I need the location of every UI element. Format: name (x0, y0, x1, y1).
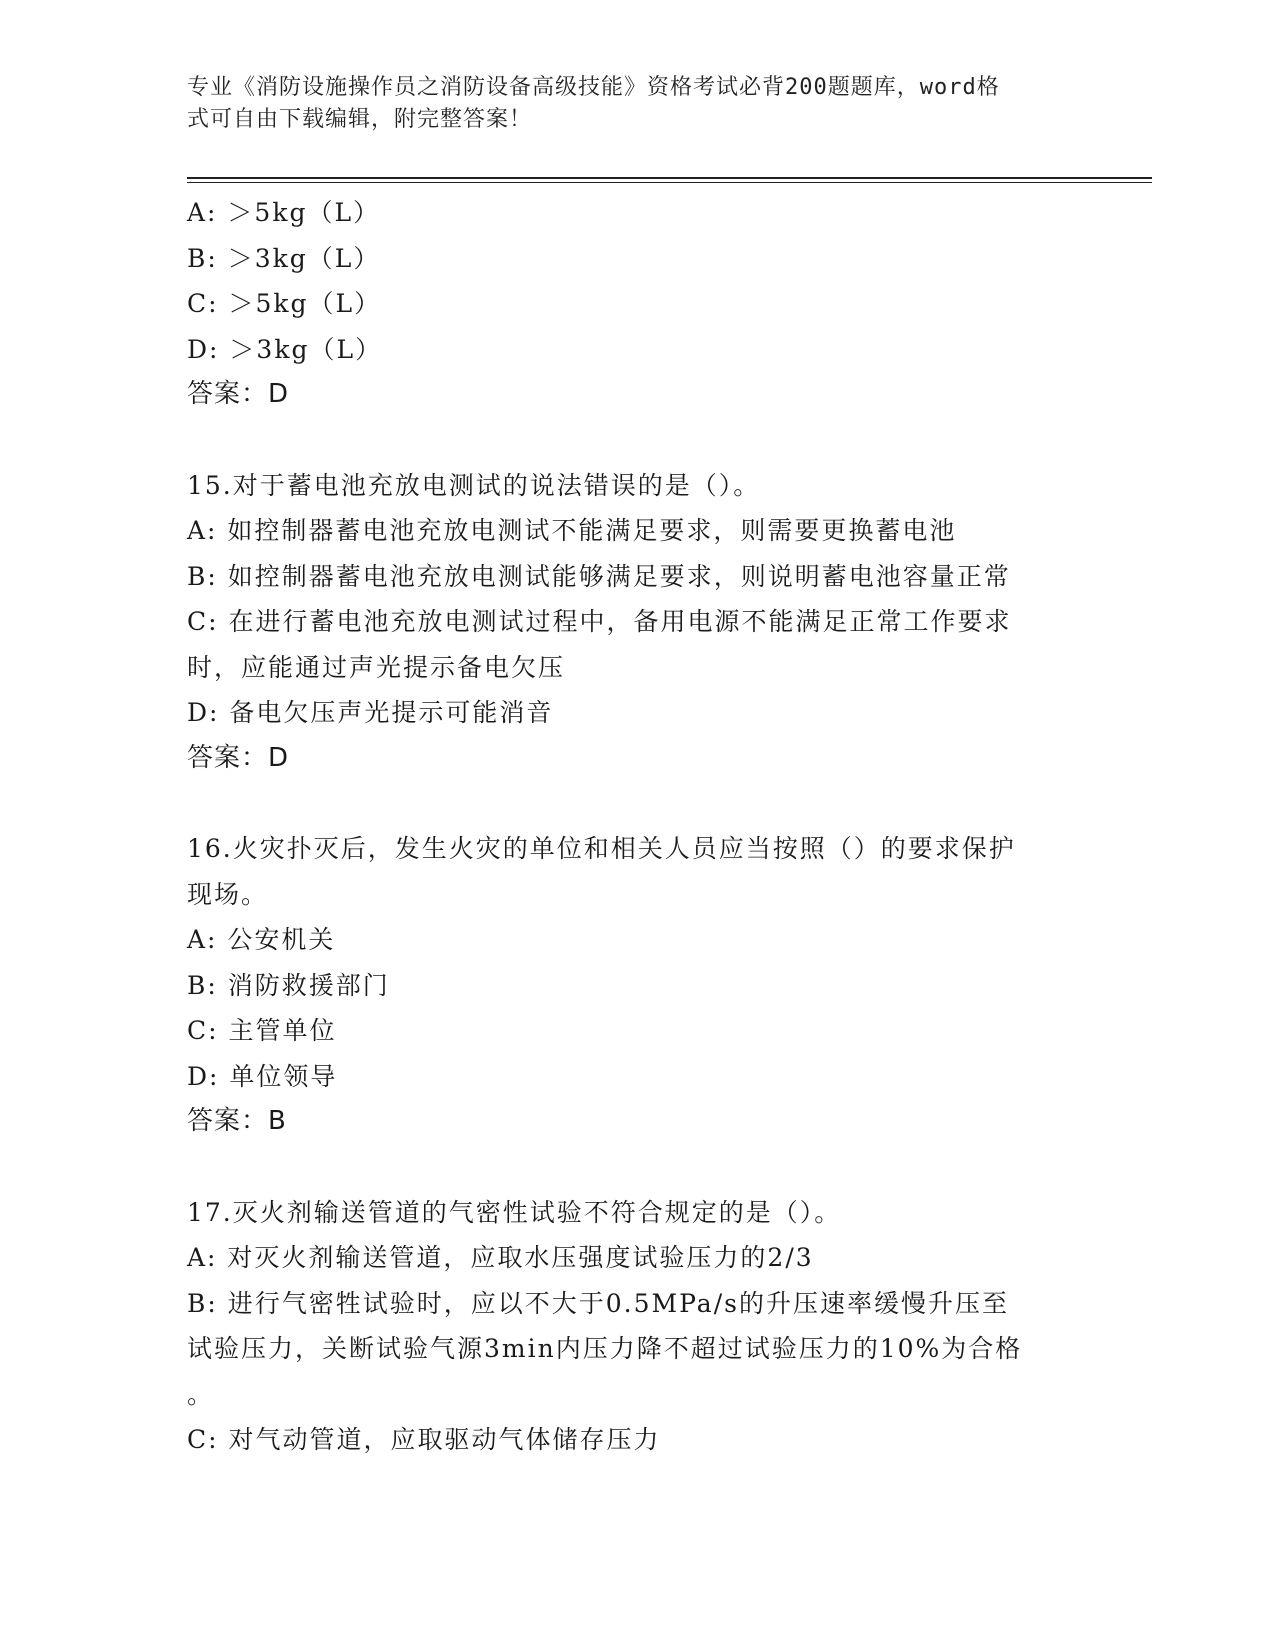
header-divider-thick (187, 177, 1152, 179)
option-c: C: 在进行蓄电池充放电测试过程中，备用电源不能满足正常工作要求 (187, 607, 1012, 636)
option-b: B: 消防救援部门 (187, 970, 390, 1000)
answer-line: 答案：D (187, 379, 290, 409)
option-c: C: 对气动管道，应取驱动气体储存压力 (187, 1425, 661, 1454)
option-a: A: 公安机关 (187, 925, 336, 954)
option-b: B: 进行气密牲试验时，应以不大于0.5MPa/s的升压速率缓慢升压至 (187, 1288, 1009, 1318)
question-list (187, 190, 1087, 1463)
option-b: B: ＞3kg（L） (187, 243, 381, 273)
question-14-block (187, 190, 1087, 418)
option-b-continued: 试验压力，关断试验气源3min内压力降不超过试验压力的10%为合格 (187, 1334, 1023, 1363)
option-d: D: 单位领导 (187, 1061, 338, 1091)
option-c: C: 主管单位 (187, 1016, 337, 1045)
question-text: 15.对于蓄电池充放电测试的说法错误的是（）。 (187, 470, 761, 500)
header-title-line-1: 专业《消防设施操作员之消防设备高级技能》资格考试必背200题题库，word格 (187, 75, 1000, 100)
option-b-trailing-period: 。 (187, 1379, 215, 1409)
question-text: 17.灭火剂输送管道的气密性试验不符合规定的是（）。 (187, 1197, 842, 1227)
answer-line: 答案：D (187, 742, 290, 773)
option-c: C: ＞5kg（L） (187, 289, 382, 318)
question-text: 16.火灾扑灭后，发生火灾的单位和相关人员应当按照（）的要求保护 (187, 834, 1016, 863)
question-text-continued: 现场。 (187, 879, 269, 909)
option-b: B: 如控制器蓄电池充放电测试能够满足要求，则说明蓄电池容量正常 (187, 561, 1011, 591)
question-17-block (187, 1190, 1087, 1463)
header-divider-thin (187, 182, 1152, 183)
option-a: A: 对灭火剂输送管道，应取水压强度试验压力的2/3 (187, 1243, 814, 1272)
option-d: D: 备电欠压声光提示可能消音 (187, 698, 554, 727)
option-a: A: 如控制器蓄电池充放电测试不能满足要求，则需要更换蓄电池 (187, 516, 957, 545)
option-c-continued: 时，应能通过声光提示备电欠压 (187, 652, 566, 682)
header-title-line-2: 式可自由下载编辑，附完整答案！ (187, 107, 533, 132)
question-15-block (187, 463, 1087, 782)
option-d: D: ＞3kg（L） (187, 334, 383, 364)
option-a: A: ＞5kg（L） (187, 198, 381, 227)
answer-line: 答案：B (187, 1106, 287, 1136)
document-header (187, 72, 1067, 136)
question-16-block (187, 826, 1087, 1145)
